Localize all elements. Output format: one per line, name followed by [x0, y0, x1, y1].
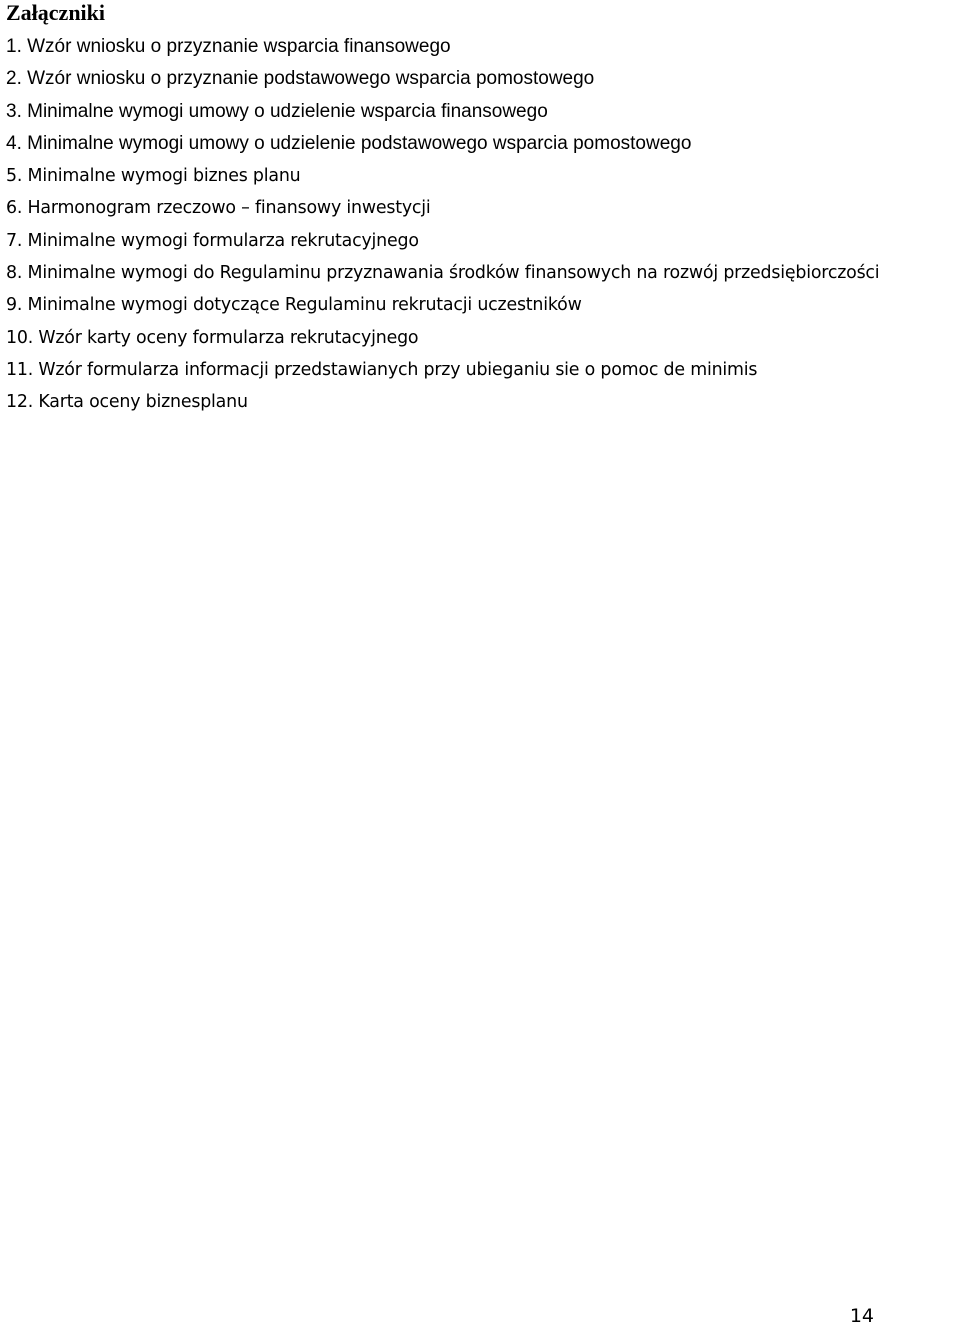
attachment-item: 2. Wzór wniosku o przyznanie podstawowego wsparcia pomostowego: [6, 68, 595, 90]
attachment-item: 9. Minimalne wymogi dotyczące Regulaminu rekrutacji uczestników: [6, 295, 582, 316]
attachment-item: 4. Minimalne wymogi umowy o udzielenie podstawowego wsparcia pomostowego: [6, 132, 692, 154]
attachment-item: 7. Minimalne wymogi formularza rekrutacyjnego: [6, 230, 419, 251]
attachment-item: 3. Minimalne wymogi umowy o udzielenie wsparcia finansowego: [6, 100, 548, 122]
attachment-item: 12. Karta oceny biznesplanu: [6, 392, 248, 413]
attachment-item: 1. Wzór wniosku o przyznanie wsparcia finansowego: [6, 36, 451, 57]
attachment-item: 6. Harmonogram rzeczowo – finansowy inwestycji: [6, 198, 431, 219]
attachment-item: 5. Minimalne wymogi biznes planu: [6, 166, 301, 187]
attachments-list: [6, 31, 879, 419]
page-heading: Załączniki: [6, 0, 106, 25]
attachment-item: 11. Wzór formularza informacji przedstawianych przy ubieganiu sie o pomoc de minimis: [6, 359, 758, 380]
attachment-item: 8. Minimalne wymogi do Regulaminu przyznawania środków finansowych na rozwój przedsiębiorczości: [6, 263, 880, 284]
attachment-item: 10. Wzór karty oceny formularza rekrutacyjnego: [6, 327, 419, 348]
page-number: 14: [849, 1305, 874, 1327]
